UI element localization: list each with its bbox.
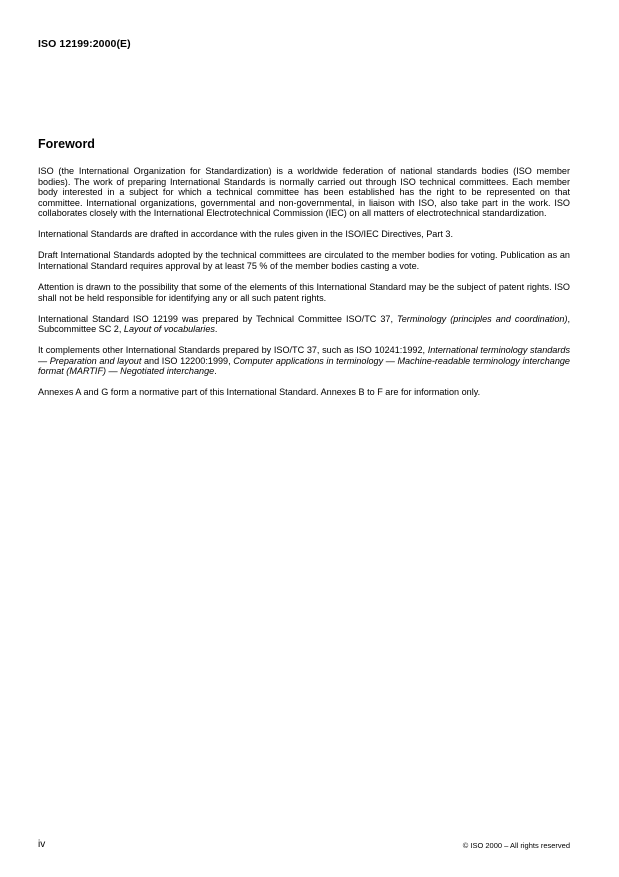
- paragraph-directives: International Standards are drafted in accordance with the rules given in the ISO/IEC Directives, Part 3.: [38, 229, 453, 240]
- complements-text-3: .: [214, 366, 217, 377]
- section-heading-foreword: Foreword: [38, 137, 95, 151]
- prepared-by-text-3: .: [214, 324, 218, 335]
- prepared-by-committee-title: Terminology (principles and coordination): [397, 313, 568, 324]
- paragraph-prepared-by: [38, 314, 570, 335]
- complements-standard-title-2: Computer applications in terminology — Machine-readable terminology interchange format (MARTIF) — Negotiated interchange: [38, 355, 570, 377]
- complements-text-1: It complements other International Standards prepared by ISO/TC 37, such as ISO 10241:1992,: [38, 345, 428, 356]
- paragraph-patent-rights: Attention is drawn to the possibility that some of the elements of this International Standard may be the subject of patent rights. ISO shall not be held responsible for identifying any or all such patent rights.: [38, 281, 570, 303]
- paragraph-complements: [38, 345, 570, 377]
- document-identifier: ISO 12199:2000(E): [38, 38, 131, 50]
- prepared-by-text-2: , Subcommittee SC 2,: [38, 313, 571, 335]
- paragraph-iso-intro: ISO (the International Organization for Standardization) is a worldwide federation of national standards bodies (ISO member bodies). The work of preparing International Standards is normally carried out through ISO technical committees. Each member body interested in a subject for which a technical committee has been established has the right to be represented on that committee. International organizations, governmental and non-governmental, in liaison with ISO, also take part in the work. ISO collaborates closely with the International Electrotechnical Commission (IEC) on all matters of electrotechnical standardization.: [38, 166, 570, 219]
- copyright-notice: © ISO 2000 – All rights reserved: [462, 841, 570, 850]
- complements-text-2: and ISO 12200:1999,: [141, 355, 234, 366]
- paragraph-draft-standards: Draft International Standards adopted by the technical committees are circulated to the member bodies for voting. Publication as an International Standard requires approval by at least 75 % of the member bodies casting a vote.: [38, 250, 570, 271]
- page-number: iv: [38, 839, 46, 850]
- prepared-by-text-1: International Standard ISO 12199 was prepared by Technical Committee ISO/TC 37,: [38, 313, 398, 324]
- foreword-body: [38, 166, 570, 408]
- prepared-by-subcommittee-title: Layout of vocabularies: [123, 324, 215, 335]
- complements-standard-title-1: International terminology standards — Preparation and layout: [38, 345, 570, 366]
- paragraph-annexes: Annexes A and G form a normative part of this International Standard. Annexes B to F are for information only.: [38, 387, 481, 398]
